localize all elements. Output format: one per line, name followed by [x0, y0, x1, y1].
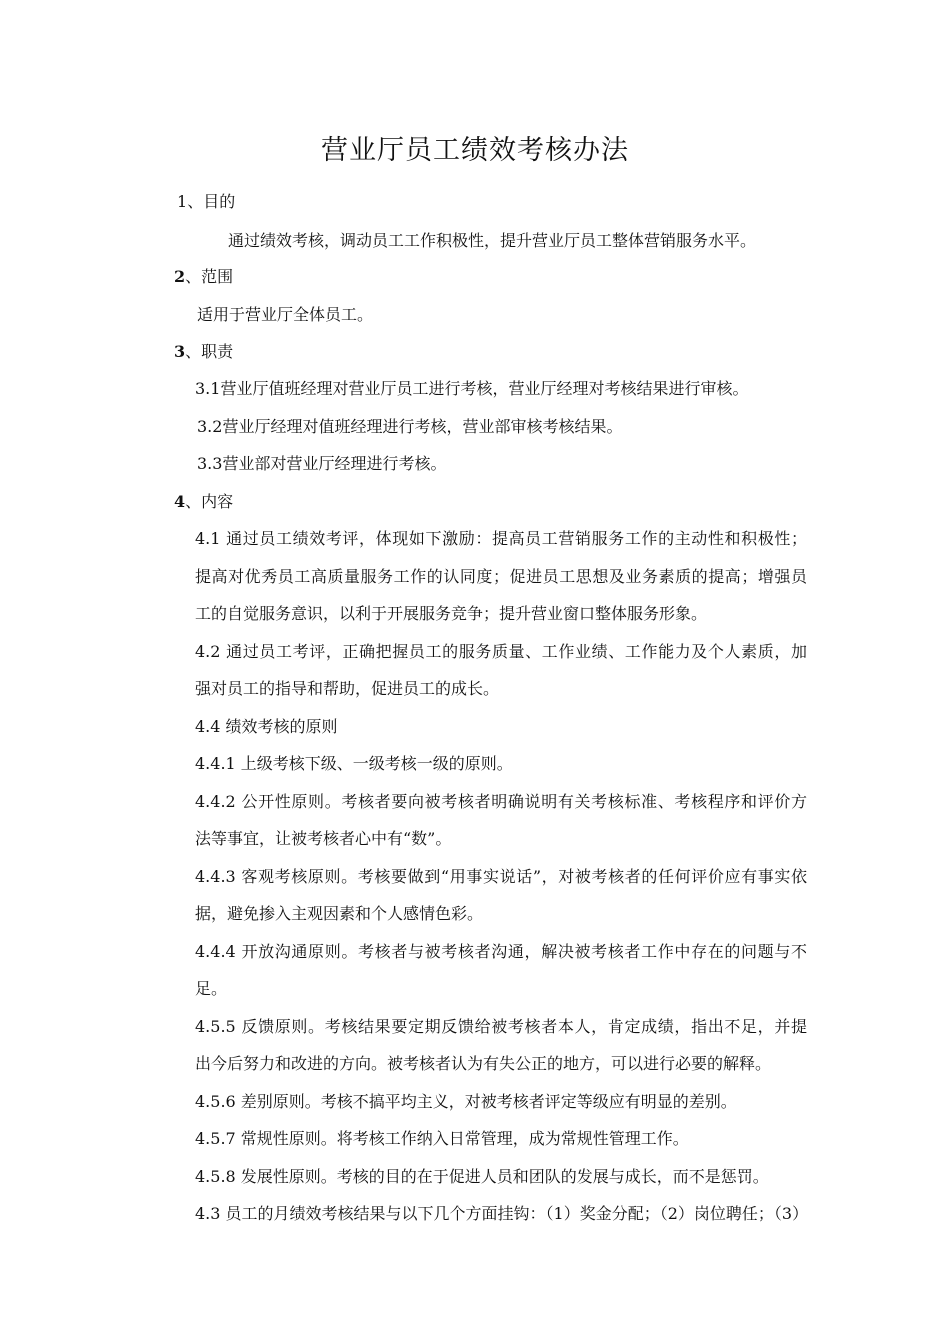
purpose-paragraph: 通过绩效考核，调动员工工作积极性，提升营业厅员工整体营销服务水平。: [228, 231, 757, 250]
section-separator: 、: [185, 492, 202, 511]
content-line: 工的自觉服务意识，以利于开展服务竞争；提升营业窗口整体服务形象。: [195, 604, 708, 623]
section-label: 职责: [201, 342, 234, 361]
section-heading-content: [174, 490, 233, 514]
content-line: 强对员工的指导和帮助，促进员工的成长。: [195, 679, 500, 698]
duty-item: 3.3营业部对营业厅经理进行考核。: [197, 454, 447, 473]
section-number: 2: [174, 267, 186, 286]
document-title: 营业厅员工绩效考核办法: [321, 135, 629, 166]
content-line: 4.5.6 差别原则。考核不搞平均主义，对被考核者评定等级应有明显的差别。: [195, 1092, 737, 1111]
section-number: 1: [177, 192, 188, 211]
scope-paragraph: 适用于营业厅全体员工。: [197, 305, 374, 324]
content-line: 法等事宜，让被考核者心中有“数”。: [195, 829, 452, 848]
section-label: 目的: [203, 192, 236, 211]
section-number: 4: [174, 492, 186, 511]
content-line: 4.4.3 客观考核原则。考核要做到“用事实说话”，对被考核者的任何评价应有事实依: [195, 867, 807, 886]
subsection-heading: 4.4 绩效考核的原则: [195, 717, 338, 736]
section-separator: 、: [185, 342, 202, 361]
section-separator: 、: [187, 192, 204, 211]
section-number: 3: [174, 342, 186, 361]
section-label: 范围: [201, 267, 234, 286]
content-line: 4.4.2 公开性原则。考核者要向被考核者明确说明有关考核标准、考核程序和评价方: [195, 792, 807, 811]
content-line: 出今后努力和改进的方向。被考核者认为有失公正的地方，可以进行必要的解释。: [195, 1054, 772, 1073]
content-line: 足。: [195, 979, 228, 998]
content-line: 据，避免掺入主观因素和个人感情色彩。: [195, 904, 484, 923]
content-line: 4.5.8 发展性原则。考核的目的在于促进人员和团队的发展与成长，而不是惩罚。: [195, 1167, 769, 1186]
duty-item: 3.2营业厅经理对值班经理进行考核，营业部审核考核结果。: [197, 417, 623, 436]
section-heading-purpose: [177, 190, 235, 214]
content-line: 4.4.1 上级考核下级、一级考核一级的原则。: [195, 754, 513, 773]
content-line: 4.5.5 反馈原则。考核结果要定期反馈给被考核者本人，肯定成绩，指出不足，并提: [195, 1017, 807, 1036]
section-label: 内容: [201, 492, 234, 511]
content-line: 4.4.4 开放沟通原则。考核者与被考核者沟通，解决被考核者工作中存在的问题与不: [195, 942, 807, 961]
section-heading-scope: [174, 265, 233, 289]
content-line: 4.5.7 常规性原则。将考核工作纳入日常管理，成为常规性管理工作。: [195, 1129, 689, 1148]
section-heading-duties: [174, 340, 233, 364]
duty-item: 3.1营业厅值班经理对营业厅员工进行考核，营业厅经理对考核结果进行审核。: [195, 379, 749, 398]
content-line: 4.3 员工的月绩效考核结果与以下几个方面挂钩：（1）奖金分配；（2）岗位聘任；（3）: [195, 1204, 809, 1223]
content-line: 提高对优秀员工高质量服务工作的认同度；促进员工思想及业务素质的提高；增强员: [195, 567, 807, 586]
content-line: 4.2 通过员工考评，正确把握员工的服务质量、工作业绩、工作能力及个人素质，加: [195, 642, 807, 661]
content-line: 4.1 通过员工绩效考评，体现如下激励：提高员工营销服务工作的主动性和积极性；: [195, 529, 807, 548]
section-separator: 、: [185, 267, 202, 286]
